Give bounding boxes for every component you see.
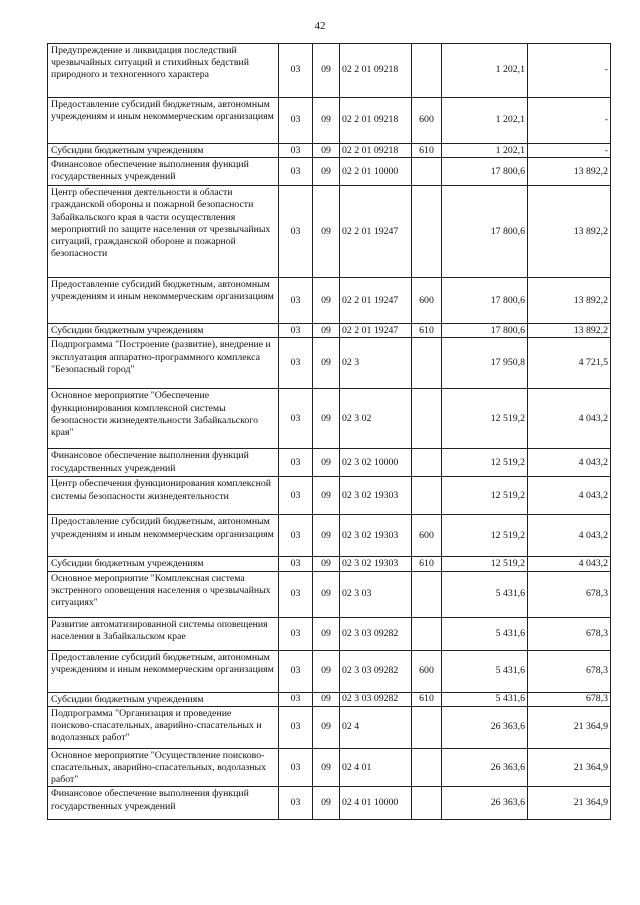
row-section: 03 — [279, 44, 313, 98]
row-amount-1: 5 431,6 — [442, 617, 528, 650]
row-amount-2: 21 364,9 — [528, 748, 611, 787]
row-section: 03 — [279, 748, 313, 787]
row-expense-type — [412, 571, 442, 617]
row-amount-2: 4 721,5 — [528, 338, 611, 389]
row-amount-1: 1 202,1 — [442, 144, 528, 158]
table-row — [48, 144, 611, 158]
row-section: 03 — [279, 477, 313, 515]
row-name: Предоставление субсидий бюджетным, автономным учреждениям и иным некоммерческим организациям — [48, 98, 279, 144]
row-name: Подпрограмма "Построение (развитие), внедрение и эксплуатация аппаратно-программного комплекса "Безопасный город" — [48, 338, 279, 389]
page-number: 42 — [314, 20, 326, 32]
row-subsection: 09 — [313, 44, 340, 98]
row-amount-1: 17 950,8 — [442, 338, 528, 389]
row-target-code: 02 2 01 09218 — [340, 144, 412, 158]
table-row — [48, 748, 611, 787]
table-row — [48, 389, 611, 449]
row-target-code: 02 3 03 09282 — [340, 617, 412, 650]
row-amount-2: 13 892,2 — [528, 324, 611, 338]
row-expense-type: 600 — [412, 650, 442, 692]
row-subsection: 09 — [313, 617, 340, 650]
row-subsection: 09 — [313, 278, 340, 324]
row-subsection: 09 — [313, 389, 340, 449]
row-name: Предоставление субсидий бюджетным, автономным учреждениям и иным некоммерческим организациям — [48, 515, 279, 557]
table-row — [48, 706, 611, 748]
row-target-code: 02 4 01 10000 — [340, 787, 412, 820]
row-expense-type — [412, 449, 442, 477]
row-target-code: 02 3 02 — [340, 389, 412, 449]
row-subsection: 09 — [313, 650, 340, 692]
table-row — [48, 278, 611, 324]
table-row — [48, 449, 611, 477]
table-row — [48, 617, 611, 650]
row-expense-type — [412, 338, 442, 389]
row-amount-2: 21 364,9 — [528, 706, 611, 748]
row-section: 03 — [279, 324, 313, 338]
row-amount-1: 26 363,6 — [442, 748, 528, 787]
row-amount-2: 4 043,2 — [528, 477, 611, 515]
row-amount-1: 12 519,2 — [442, 389, 528, 449]
row-expense-type — [412, 706, 442, 748]
row-target-code: 02 2 01 10000 — [340, 158, 412, 186]
row-name: Основное мероприятие "Обеспечение функционирования комплексной системы безопасности жизнедеятельности Забайкальского края" — [48, 389, 279, 449]
row-name: Субсидии бюджетным учреждениям — [48, 324, 279, 338]
row-subsection: 09 — [313, 324, 340, 338]
row-subsection: 09 — [313, 787, 340, 820]
row-amount-1: 12 519,2 — [442, 557, 528, 571]
row-section: 03 — [279, 338, 313, 389]
row-section: 03 — [279, 389, 313, 449]
row-target-code: 02 3 02 19303 — [340, 557, 412, 571]
table-row — [48, 477, 611, 515]
row-expense-type: 610 — [412, 324, 442, 338]
row-subsection: 09 — [313, 98, 340, 144]
row-name: Предупреждение и ликвидация последствий чрезвычайных ситуаций и стихийных бедствий природного и техногенного характера — [48, 44, 279, 98]
row-section: 03 — [279, 692, 313, 706]
row-section: 03 — [279, 617, 313, 650]
row-expense-type: 610 — [412, 557, 442, 571]
row-section: 03 — [279, 449, 313, 477]
row-section: 03 — [279, 787, 313, 820]
row-subsection: 09 — [313, 557, 340, 571]
budget-table — [47, 43, 611, 820]
row-subsection: 09 — [313, 692, 340, 706]
row-amount-2: 678,3 — [528, 571, 611, 617]
row-amount-2: - — [528, 44, 611, 98]
row-amount-2: 4 043,2 — [528, 389, 611, 449]
row-name: Предоставление субсидий бюджетным, автономным учреждениям и иным некоммерческим организациям — [48, 650, 279, 692]
row-target-code: 02 3 — [340, 338, 412, 389]
row-amount-2: - — [528, 98, 611, 144]
row-amount-1: 17 800,6 — [442, 186, 528, 278]
row-expense-type — [412, 617, 442, 650]
row-amount-2: 678,3 — [528, 692, 611, 706]
row-amount-2: 4 043,2 — [528, 515, 611, 557]
row-target-code: 02 2 01 19247 — [340, 186, 412, 278]
row-section: 03 — [279, 571, 313, 617]
row-amount-2: 4 043,2 — [528, 449, 611, 477]
row-section: 03 — [279, 98, 313, 144]
row-amount-2: 21 364,9 — [528, 787, 611, 820]
row-amount-1: 5 431,6 — [442, 692, 528, 706]
row-subsection: 09 — [313, 158, 340, 186]
row-amount-2: 4 043,2 — [528, 557, 611, 571]
row-expense-type — [412, 748, 442, 787]
row-expense-type — [412, 186, 442, 278]
table-row — [48, 787, 611, 820]
table-row — [48, 324, 611, 338]
row-target-code: 02 4 — [340, 706, 412, 748]
row-amount-2: 13 892,2 — [528, 158, 611, 186]
row-name: Финансовое обеспечение выполнения функций государственных учреждений — [48, 449, 279, 477]
row-subsection: 09 — [313, 477, 340, 515]
table-row — [48, 650, 611, 692]
row-section: 03 — [279, 557, 313, 571]
row-target-code: 02 4 01 — [340, 748, 412, 787]
row-name: Основное мероприятие "Комплексная система экстренного оповещения населения о чрезвычайных ситуациях" — [48, 571, 279, 617]
row-name: Субсидии бюджетным учреждениям — [48, 144, 279, 158]
row-section: 03 — [279, 706, 313, 748]
row-subsection: 09 — [313, 449, 340, 477]
row-target-code: 02 3 03 — [340, 571, 412, 617]
row-expense-type: 610 — [412, 144, 442, 158]
budget-table-body — [48, 44, 611, 820]
row-name: Финансовое обеспечение выполнения функций государственных учреждений — [48, 787, 279, 820]
row-target-code: 02 3 02 19303 — [340, 515, 412, 557]
row-target-code: 02 3 03 09282 — [340, 692, 412, 706]
row-amount-2: 678,3 — [528, 650, 611, 692]
table-row — [48, 158, 611, 186]
row-name: Развитие автоматизированной системы оповещения населения в Забайкальском крае — [48, 617, 279, 650]
row-subsection: 09 — [313, 338, 340, 389]
row-name: Финансовое обеспечение выполнения функций государственных учреждений — [48, 158, 279, 186]
row-section: 03 — [279, 278, 313, 324]
row-name: Предоставление субсидий бюджетным, автономным учреждениям и иным некоммерческим организациям — [48, 278, 279, 324]
row-amount-1: 1 202,1 — [442, 98, 528, 144]
table-row — [48, 571, 611, 617]
row-target-code: 02 2 01 09218 — [340, 98, 412, 144]
row-amount-1: 12 519,2 — [442, 449, 528, 477]
row-target-code: 02 3 02 19303 — [340, 477, 412, 515]
row-section: 03 — [279, 186, 313, 278]
row-amount-1: 17 800,6 — [442, 278, 528, 324]
row-expense-type: 610 — [412, 692, 442, 706]
row-expense-type — [412, 158, 442, 186]
row-amount-2: 678,3 — [528, 617, 611, 650]
row-expense-type: 600 — [412, 278, 442, 324]
row-expense-type: 600 — [412, 515, 442, 557]
row-section: 03 — [279, 650, 313, 692]
row-name: Основное мероприятие "Осуществление поисково-спасательных, аварийно-спасательных, водолазных работ" — [48, 748, 279, 787]
table-row — [48, 44, 611, 98]
row-amount-2: - — [528, 144, 611, 158]
row-expense-type — [412, 389, 442, 449]
row-amount-2: 13 892,2 — [528, 186, 611, 278]
table-row — [48, 557, 611, 571]
row-amount-1: 5 431,6 — [442, 571, 528, 617]
row-target-code: 02 2 01 09218 — [340, 44, 412, 98]
row-subsection: 09 — [313, 571, 340, 617]
row-target-code: 02 2 01 19247 — [340, 324, 412, 338]
row-amount-1: 12 519,2 — [442, 515, 528, 557]
row-amount-1: 26 363,6 — [442, 706, 528, 748]
row-amount-1: 26 363,6 — [442, 787, 528, 820]
row-amount-2: 13 892,2 — [528, 278, 611, 324]
row-name: Субсидии бюджетным учреждениям — [48, 557, 279, 571]
row-section: 03 — [279, 515, 313, 557]
row-amount-1: 1 202,1 — [442, 44, 528, 98]
row-section: 03 — [279, 144, 313, 158]
row-expense-type: 600 — [412, 98, 442, 144]
table-row — [48, 98, 611, 144]
row-subsection: 09 — [313, 748, 340, 787]
row-subsection: 09 — [313, 706, 340, 748]
row-section: 03 — [279, 158, 313, 186]
row-target-code: 02 2 01 19247 — [340, 278, 412, 324]
row-name: Субсидии бюджетным учреждениям — [48, 692, 279, 706]
row-target-code: 02 3 03 09282 — [340, 650, 412, 692]
row-subsection: 09 — [313, 515, 340, 557]
row-amount-1: 5 431,6 — [442, 650, 528, 692]
row-subsection: 09 — [313, 186, 340, 278]
row-name: Центр обеспечения функционирования комплексной системы безопасности жизнедеятельности — [48, 477, 279, 515]
row-expense-type — [412, 44, 442, 98]
table-row — [48, 692, 611, 706]
row-subsection: 09 — [313, 144, 340, 158]
row-name: Подпрограмма "Организация и проведение поисково-спасательных, аварийно-спасательных и водолазных работ" — [48, 706, 279, 748]
row-name: Центр обеспечения деятельности в области гражданской обороны и пожарной безопасности Забайкальского края в части осуществления мероприятий по защите населения от чрезвычайных ситуаций, гражданской обороне и пожарной безопасности — [48, 186, 279, 278]
table-row — [48, 186, 611, 278]
row-expense-type — [412, 477, 442, 515]
table-row — [48, 515, 611, 557]
row-amount-1: 17 800,6 — [442, 158, 528, 186]
row-amount-1: 17 800,6 — [442, 324, 528, 338]
table-row — [48, 338, 611, 389]
row-amount-1: 12 519,2 — [442, 477, 528, 515]
row-target-code: 02 3 02 10000 — [340, 449, 412, 477]
row-expense-type — [412, 787, 442, 820]
